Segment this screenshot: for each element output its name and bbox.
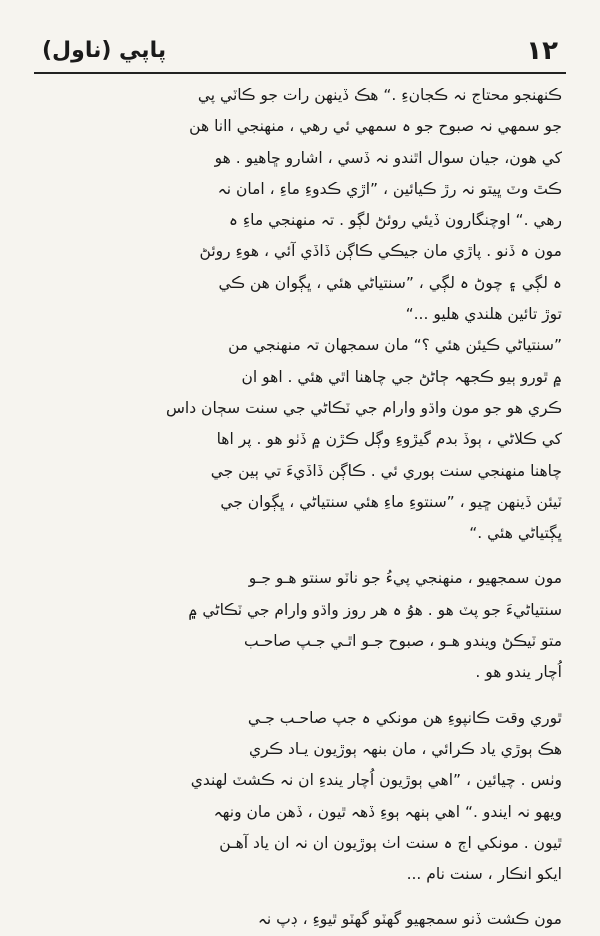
page-number: ١٢ <box>526 36 558 66</box>
text-line: ڪنهنجو محتاج نہ ڪجانءِ .“ هڪ ڏينهن رات جو ڪاٽي پي <box>197 86 562 104</box>
text-line: ہ لڳي ۽ چوڻ ہ لڳي ، ”سنتياڻي هئي ، ڀڳوان هن ڪي <box>218 273 562 292</box>
text-line: ٿوري وقت ڪانپوءِ هن مونکي ہ جپ صاحـب جـي <box>247 708 562 727</box>
text-line: ڀڳتياڻي هئي .“ <box>469 524 562 543</box>
paragraph <box>40 563 562 688</box>
running-title: پاپي (ناول) <box>42 38 167 63</box>
text-line: سنتياڻيءَ جو پٽ هو . هوُ ہ هر روز واڌو وارام جي ٽڪاڻي ۾ <box>188 600 562 619</box>
body-text <box>40 80 562 936</box>
text-line: جو سمهي نہ صبوح جو ہ سمهي ئي رهي ، منهنجي اانا هن <box>189 117 562 136</box>
text-line: ”سنتياڻي ڪيئن هئي ؟“ مان سمجهان تہ منهنجي من <box>228 336 562 355</box>
text-line: ٽيئن ڏينهن ڇيو ، ”سنتوءِ ماءِ هئي سنتياڻي ، ڀڳوان جي <box>220 492 562 511</box>
text-line: مون سمجهيو ، منهنجي پيءُ جو ناٽو سنتو هـو جـو <box>248 569 562 588</box>
paragraph <box>40 80 562 330</box>
paragraph-gap <box>40 549 562 563</box>
text-line: ۾ ٿورو ٻيو ڪجهہ ڄاڻڻ جي چاهنا اٿي هئي . اهو ان <box>241 367 562 386</box>
text-line: مون ڪشت ڏنو سمجهيو گهٽو گهٽو ٿيوءِ ، ڊپ نہ <box>257 910 562 929</box>
header-rule <box>34 72 566 74</box>
text-line: ڪري هو جو مون واڌو وارام جي ٽڪاڻي جي سنت سڄان داس <box>166 398 562 417</box>
text-line: چاهنا منهنجي سنت ٻوري ئي . ڪاڳن ڏاڏيءَ تي ٻين جي <box>210 461 562 480</box>
text-line: توڙ تائين هلندي هليو ...“ <box>405 305 562 324</box>
text-line: ٿيون . مونکي اڄ ہ سنت اٺ ٻوڙيون ان نہ ان ياد آهـن <box>219 833 562 852</box>
text-line: کي هون، جيان سوال اٿندو نہ ڏسي ، اشارو ڇاهيو . هو <box>214 148 562 167</box>
text-line: ڪٿ وٽ ڀيتو نہ رڙ ڪيائين ، ”اڙي ڪدوءِ ماءِ ، امان نہ <box>217 179 562 198</box>
text-line: وٺس . چيائين ، ”اهي ٻوڙيون اُچار يندءِ ان نہ ڪشٽ لهندي <box>190 771 562 790</box>
text-line: اُچار يندو هو . <box>475 663 562 682</box>
paragraph <box>40 330 562 549</box>
text-line: هڪ ٻوڙي ياد ڪرائي ، مان بنهہ ٻوڙيون يـاد ڪري <box>248 739 562 758</box>
text-line: کي ڪلاڻي ، ٻوڏ بدم گيڙوءِ وڳل ڪڙن ۾ ڏٺو هو . پر اها <box>216 430 562 449</box>
paragraph <box>40 904 562 935</box>
text-line: مون ہ ڏنو . پاڙي مان جيڪي ڪاڳن ڏاڏي آئي ، هوءِ روئڻ <box>199 242 562 261</box>
text-line: ايکو انڪار ، سنت نام ... <box>406 865 562 884</box>
paragraph <box>40 703 562 891</box>
page-header <box>30 34 570 68</box>
text-line: متو ٽيڪڻ ويندو هـو ، صبوح جـو اٿـي جـپ صاحـب <box>243 632 562 651</box>
text-line: ويهو نہ ايندو .“ اهي ٻنهہ ٻوءِ ڏهہ ٿيون ، ڏهن مان ونهہ <box>213 802 562 821</box>
text-line: رهي .“ اوچنگارون ڏيئي روئڻ لڳو . تہ منهنجي ماءِ ہ <box>228 211 562 230</box>
paragraph-gap <box>40 890 562 904</box>
paragraph-gap <box>40 689 562 703</box>
